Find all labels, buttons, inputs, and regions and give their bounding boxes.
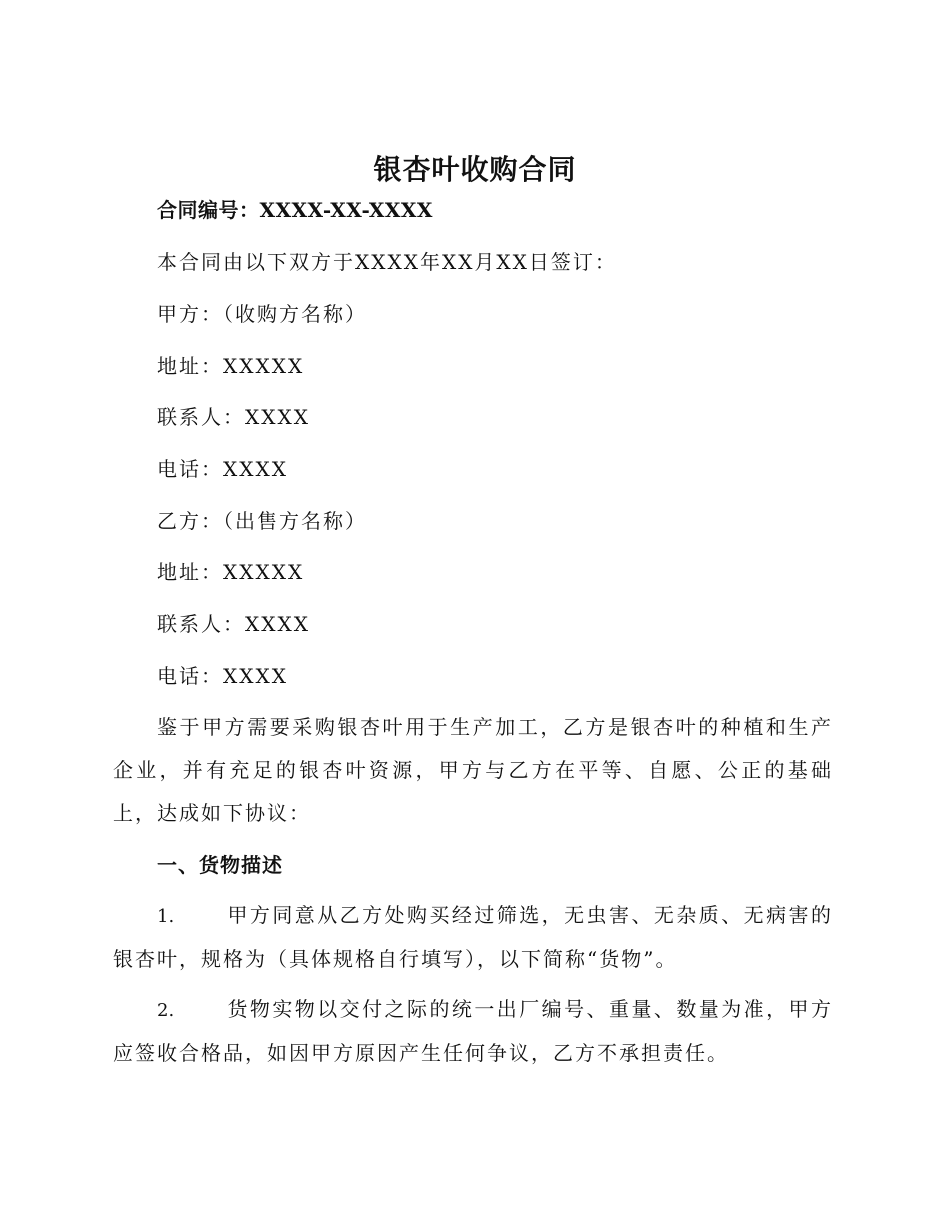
party-a-contact: 联系人：XXXX bbox=[157, 405, 310, 429]
party-b-contact: 联系人：XXXX bbox=[157, 612, 310, 636]
party-a-name: 甲方：（收购方名称） bbox=[157, 302, 367, 326]
section-1-heading: 一、货物描述 bbox=[157, 853, 283, 877]
contract-number-value: XXXX-XX-XXXX bbox=[259, 198, 433, 222]
contract-number bbox=[157, 196, 433, 224]
preamble-paragraph: 鉴于甲方需要采购银杏叶用于生产加工，乙方是银杏叶的种植和生产企业，并有充足的银杏叶资源，甲方与乙方在平等、自愿、公正的基础上，达成如下协议： bbox=[113, 715, 833, 825]
document-title: 银杏叶收购合同 bbox=[373, 153, 577, 186]
party-a-address: 地址：XXXXX bbox=[157, 354, 305, 378]
party-a-phone: 电话：XXXX bbox=[157, 457, 288, 481]
party-b-address: 地址：XXXXX bbox=[157, 560, 305, 584]
intro-line: 本合同由以下双方于XXXX年XX月XX日签订： bbox=[157, 250, 617, 274]
item-text: 货物实物以交付之际的统一出厂编号、重量、数量为准，甲方应签收合格品，如因甲方原因产生任何争议，乙方不承担责任。 bbox=[113, 997, 833, 1065]
contract-number-label: 合同编号： bbox=[157, 198, 260, 222]
party-b-phone: 电话：XXXX bbox=[157, 664, 288, 688]
item-text: 甲方同意从乙方处购买经过筛选，无虫害、无杂质、无病害的银杏叶，规格为（具体规格自行填写），以下简称“货物”。 bbox=[113, 903, 833, 971]
party-b-name: 乙方：（出售方名称） bbox=[157, 509, 367, 533]
section-1-item-1 bbox=[113, 894, 833, 981]
item-number: 1. bbox=[157, 906, 175, 927]
section-1-item-2 bbox=[113, 988, 833, 1075]
item-number: 2. bbox=[157, 1000, 175, 1021]
